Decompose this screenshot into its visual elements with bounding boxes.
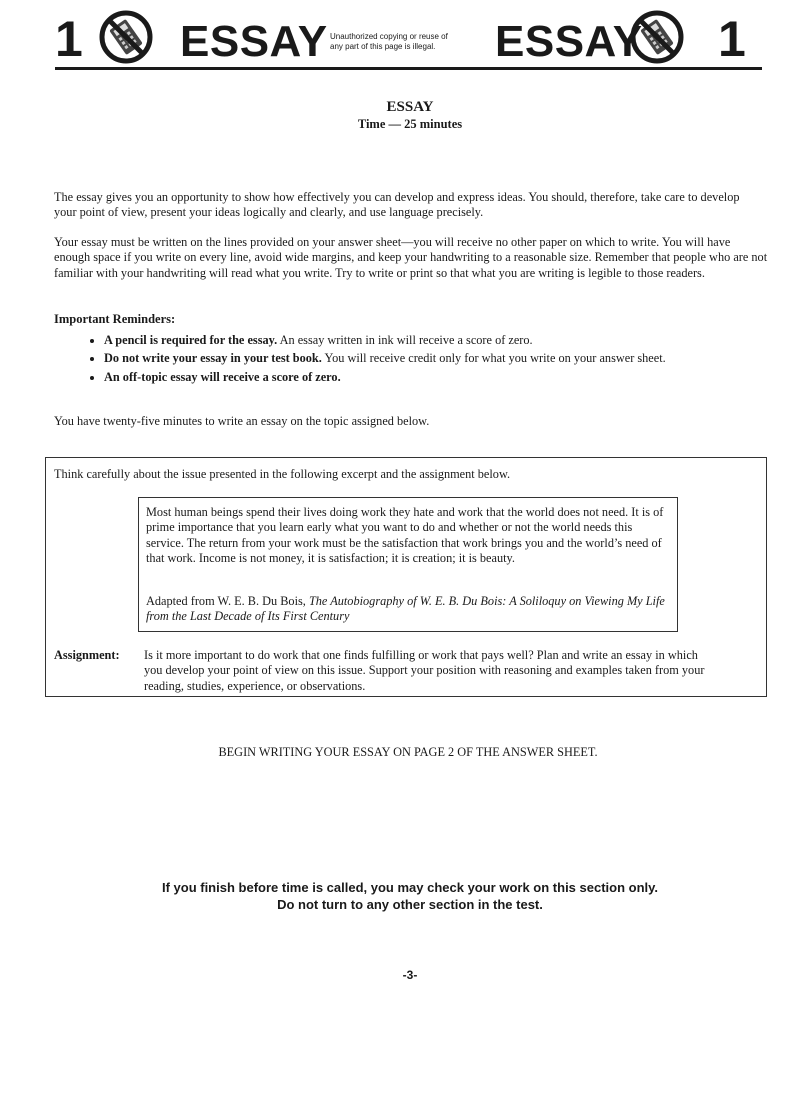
source-prefix: Adapted from W. E. B. Du Bois, [146, 594, 309, 608]
list-item [104, 333, 704, 348]
assignment-label: Assignment: [54, 648, 120, 662]
page-number: -3- [402, 968, 418, 982]
header-divider [55, 67, 762, 70]
no-calculator-icon [99, 10, 153, 64]
finish-instruction [0, 879, 788, 913]
finish-line-2: Do not turn to any other section in the test. [277, 897, 543, 912]
list-item [104, 351, 704, 366]
reminder-bold: An off-topic essay will receive a score of zero. [104, 369, 341, 384]
section-number-left: 1 [55, 11, 83, 67]
section-word-right: ESSAY [495, 17, 643, 66]
section-number-right: 1 [718, 11, 746, 67]
intro-paragraph-1: The essay gives you an opportunity to show how effectively you can develop and express ideas. You should, therefore, take care to develop your point of view, present your ideas logically and clearly, and use language precisely. [54, 190, 740, 220]
section-word-left: ESSAY [180, 17, 328, 66]
assignment-text: Is it more important to do work that one finds fulfilling or work that pays well? Plan and write an essay in which you develop your point of view on this issue. Support your position with reasoning and examples taken from your reading, studies, experience, or observations. [144, 648, 705, 693]
begin-instruction: BEGIN WRITING YOUR ESSAY ON PAGE 2 OF THE ANSWER SHEET. [218, 745, 598, 759]
notice-line-2: any part of this page is illegal. [330, 41, 436, 51]
prompt-intro: Think carefully about the issue presented in the following excerpt and the assignment below. [54, 467, 511, 481]
excerpt-source [146, 594, 666, 625]
notice-line-1: Unauthorized copying or reuse of [330, 32, 448, 41]
reminder-bold: A pencil is required for the essay. [104, 333, 278, 347]
reminder-bold: Do not write your essay in your test book. [104, 351, 322, 366]
no-calculator-icon [630, 10, 684, 64]
reminder-text: You will receive credit only for what you write on your answer sheet. [321, 351, 666, 366]
list-item [104, 370, 704, 385]
excerpt-text: Most human beings spend their lives doing work they hate and work that the world does not need. It is of prime importance that you learn early what you want to do and whether or not the world needs this service. The return from your work must be the satisfaction that work brings you and the world’s need of that work. Income is not money, it is satisfaction; it is creation; it is beauty. [146, 505, 664, 566]
reminders-list [70, 333, 704, 388]
intro-paragraph-2: Your essay must be written on the lines provided on your answer sheet—you will receive no other paper on which to write. You will have enough space if you write on every line, avoid wide margins, and keep your handwriting to a reasonable size. Remember that people who are not familiar with your handwriting will read what you write. Try to write or print so that what you are writing is legible to those readers. [54, 235, 768, 280]
page-title: ESSAY [386, 99, 434, 115]
time-instruction: You have twenty-five minutes to write an essay on the topic assigned below. [54, 414, 430, 428]
source-title: The Autobiography of W. E. B. Du Bois: A Soliloquy on Viewing My Life from the Last Decade of Its First Century [146, 594, 665, 624]
time-limit: Time — 25 minutes [357, 117, 463, 131]
finish-line-1: If you finish before time is called, you may check your work on this section only. [161, 880, 659, 895]
reminders-heading: Important Reminders: [54, 312, 176, 326]
copyright-notice [330, 32, 480, 51]
reminder-text: An essay written in ink will receive a score of zero. [277, 333, 533, 347]
